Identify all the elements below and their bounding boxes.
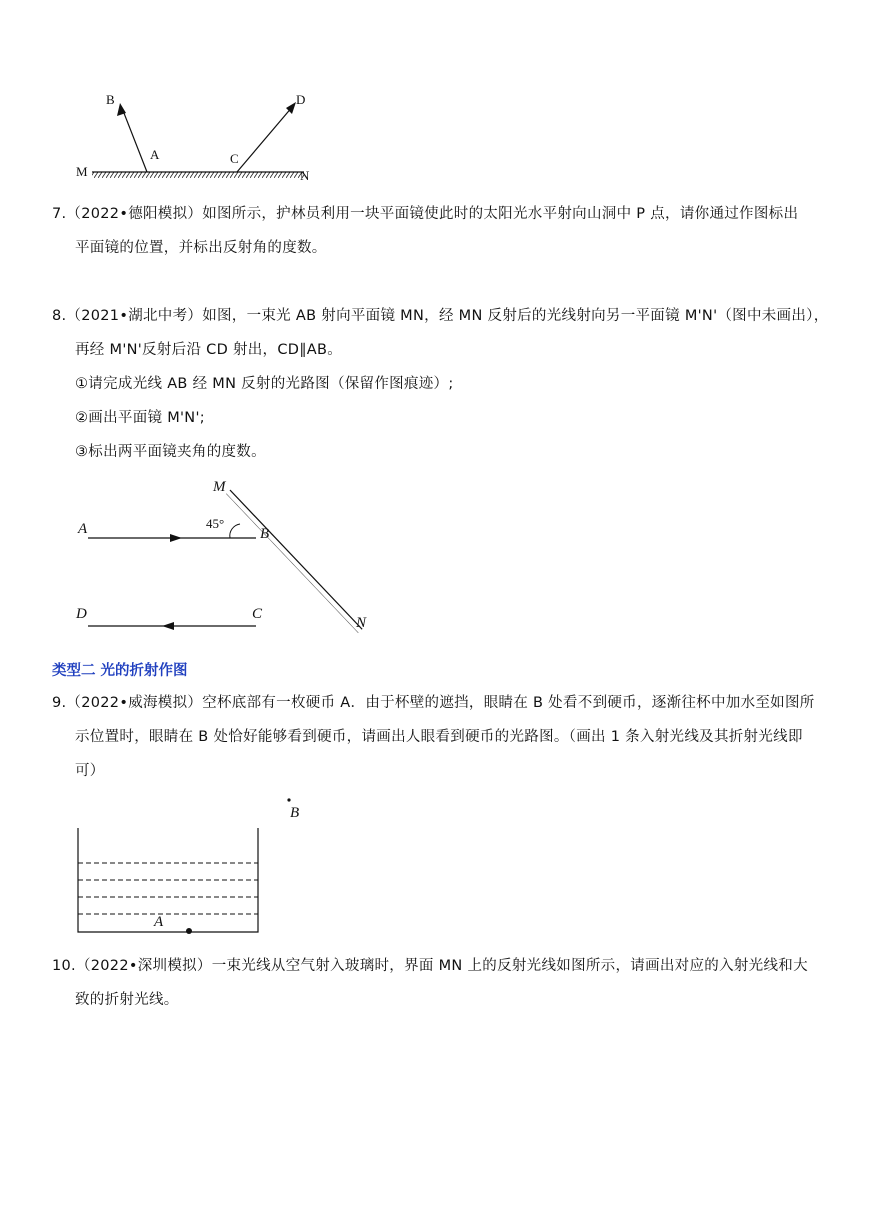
label-n: N bbox=[300, 168, 310, 183]
label-m: M bbox=[76, 164, 88, 179]
label-a: A bbox=[154, 914, 164, 930]
mirror-mn-hatch bbox=[226, 490, 363, 633]
question-8-line-2: 再经 M'N'反射后沿 CD 射出，CD∥AB。 bbox=[75, 342, 343, 358]
label-d: D bbox=[76, 606, 87, 622]
cup-figure bbox=[70, 792, 320, 942]
angle-arc bbox=[230, 524, 240, 538]
question-8-item-3: ③标出两平面镜夹角的度数。 bbox=[75, 444, 266, 460]
mirror-mn bbox=[230, 490, 362, 629]
question-8-item-1: ①请完成光线 AB 经 MN 反射的光路图（保留作图痕迹）; bbox=[75, 376, 454, 392]
label-n: N bbox=[356, 615, 367, 631]
question-8-item-2: ②画出平面镜 M'N'; bbox=[75, 410, 205, 426]
question-9-line-3: 可） bbox=[75, 763, 105, 779]
question-9-line-1: 9.（2022•威海模拟）空杯底部有一枚硬币 A．由于杯壁的遮挡，眼睛在 B 处看不到硬币，逐渐往杯中加水至如图所 bbox=[52, 695, 815, 711]
coin-a bbox=[186, 928, 192, 934]
eye-point-b bbox=[287, 798, 290, 801]
section-heading-refraction: 类型二 光的折射作图 bbox=[52, 663, 188, 679]
label-b: B bbox=[260, 526, 270, 542]
question-7-line-2: 平面镜的位置，并标出反射角的度数。 bbox=[75, 240, 327, 256]
question-7-line-1: 7.（2022•德阳模拟）如图所示，护林员利用一块平面镜使此时的太阳光水平射向山洞中 P 点，请你通过作图标出 bbox=[52, 206, 799, 222]
label-a: A bbox=[150, 147, 160, 162]
question-10-line-2: 致的折射光线。 bbox=[75, 992, 179, 1008]
label-m: M bbox=[213, 479, 226, 495]
label-b: B bbox=[290, 805, 300, 821]
arrowhead-ab bbox=[170, 534, 182, 542]
reflection-figure-1 bbox=[70, 88, 330, 188]
label-d: D bbox=[296, 92, 306, 107]
ray-ab bbox=[122, 108, 147, 172]
question-8-line-1: 8.（2021•湖北中考）如图，一束光 AB 射向平面镜 MN，经 MN 反射后的光线射向另一平面镜 M'N'（图中未画出）， bbox=[52, 308, 829, 324]
question-10-line-1: 10.（2022•深圳模拟）一束光线从空气射入玻璃时，界面 MN 上的反射光线如图所示，请画出对应的入射光线和大 bbox=[52, 958, 808, 974]
label-a: A bbox=[78, 521, 88, 537]
reflection-figure-q8 bbox=[70, 476, 380, 646]
ray-cd bbox=[237, 106, 293, 172]
mirror-hatch bbox=[92, 172, 304, 178]
label-45: 45° bbox=[206, 516, 225, 531]
label-c: C bbox=[230, 151, 239, 166]
arrowhead-cd bbox=[162, 622, 174, 630]
question-9-line-2: 示位置时，眼睛在 B 处恰好能够看到硬币，请画出人眼看到硬币的光路图。（画出 1 条入射光线及其折射光线即 bbox=[75, 729, 803, 745]
label-c: C bbox=[252, 606, 263, 622]
label-b: B bbox=[106, 92, 115, 107]
